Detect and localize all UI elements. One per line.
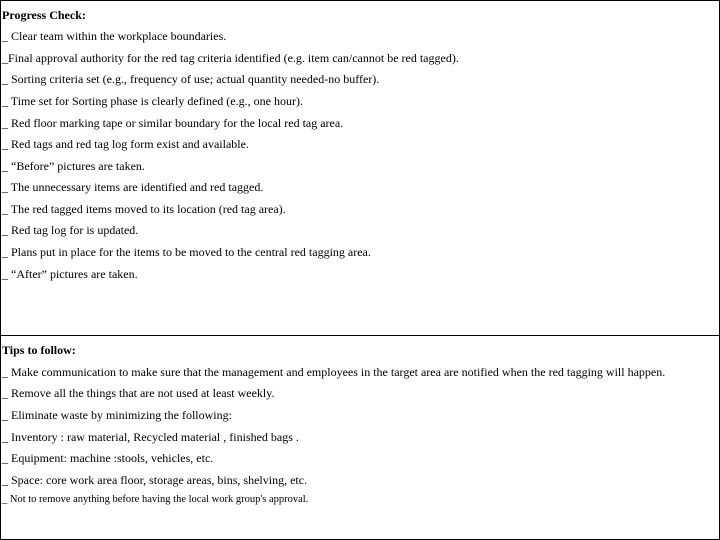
progress-item: _ The red tagged items moved to its location (red tag area). (2, 202, 286, 216)
progress-item: _ Red tag log for is updated. (2, 223, 139, 237)
progress-item: _ Clear team within the workplace boundaries. (2, 29, 227, 43)
tip-item: _ Inventory : raw material, Recycled material , finished bags . (2, 430, 299, 444)
tips-panel (0, 335, 720, 540)
progress-item: _ The unnecessary items are identified and red tagged. (2, 180, 264, 194)
progress-check-heading: Progress Check: (2, 8, 86, 22)
progress-item: _ Sorting criteria set (e.g., frequency of use; actual quantity needed-no buffer). (2, 72, 380, 86)
tip-item: _ Equipment: machine :stools, vehicles, etc. (2, 451, 214, 465)
progress-item: _ “After” pictures are taken. (2, 267, 138, 281)
progress-item: _ Plans put in place for the items to be moved to the central red tagging area. (2, 245, 371, 259)
tip-item: _ Make communication to make sure that the management and employees in the target area are notified when the red tagging will happen. (2, 365, 666, 379)
progress-item: _ Red tags and red tag log form exist and available. (2, 137, 249, 151)
tip-item: _ Space: core work area floor, storage areas, bins, shelving, etc. (2, 473, 308, 487)
tip-item: _ Remove all the things that are not used at least weekly. (2, 386, 275, 400)
progress-item: _ “Before” pictures are taken. (2, 159, 145, 173)
tip-item: _ Eliminate waste by minimizing the following: (2, 408, 232, 422)
tips-heading: Tips to follow: (2, 343, 76, 357)
tip-item: _ Not to remove anything before having the local work group's approval. (2, 494, 309, 505)
progress-item: _ Time set for Sorting phase is clearly defined (e.g., one hour). (2, 94, 303, 108)
progress-item: _ Red floor marking tape or similar boundary for the local red tag area. (2, 116, 344, 130)
progress-item: _Final approval authority for the red tag criteria identified (e.g. item can/cannot be red tagged). (2, 51, 459, 65)
